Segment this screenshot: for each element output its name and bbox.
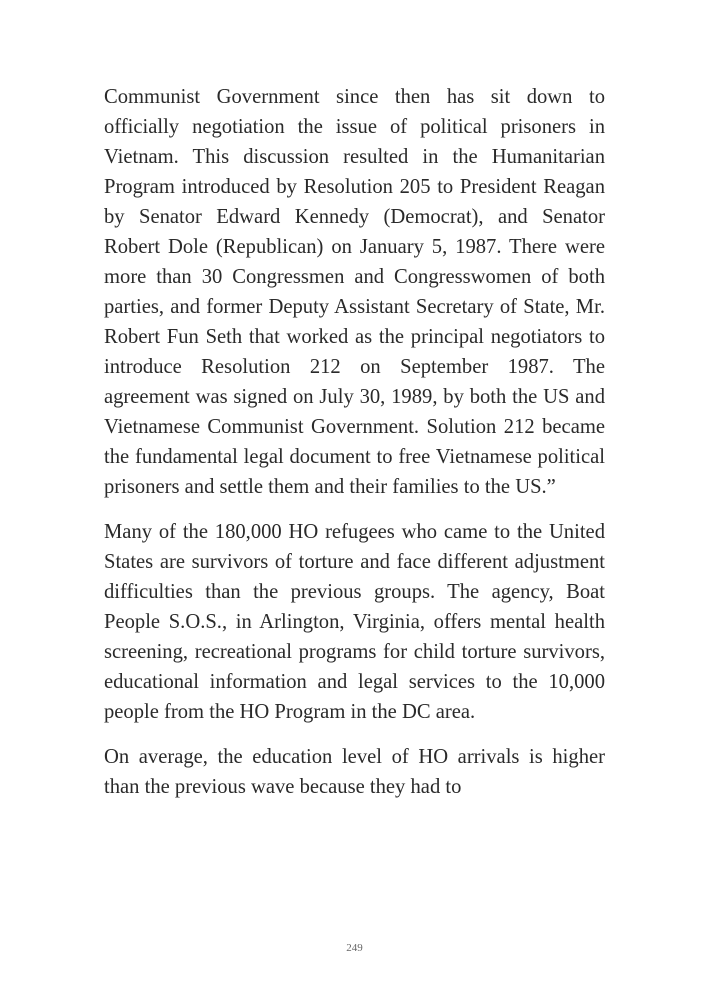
- body-text: [104, 82, 605, 802]
- paragraph: Many of the 180,000 HO refugees who came to the United States are survivors of torture and face different adjustment difficulties than the previous groups. The agency, Boat People S.O.S., in Arlington, Virginia, offers mental health screening, recreational programs for child torture survivors, educational information and legal services to the 10,000 people from the HO Program in the DC area.: [104, 521, 605, 723]
- paragraph: On average, the education level of HO arrivals is higher than the previous wave because they had to: [104, 746, 605, 798]
- page-number: 249: [346, 942, 363, 954]
- paragraph: Communist Government since then has sit down to officially negotiation the issue of political prisoners in Vietnam. This discussion resulted in the Humanitarian Program introduced by Resolution 205 to President Reagan by Senator Edward Kennedy (Democrat), and Senator Robert Dole (Republican) on January 5, 1987. There were more than 30 Congressmen and Congresswomen of both parties, and former Deputy Assistant Secretary of State, Mr. Robert Fun Seth that worked as the principal negotiators to introduce Resolution 212 on September 1987. The agreement was signed on July 30, 1989, by both the US and Vietnamese Communist Government. Solution 212 became the fundamental legal document to free Vietnamese political prisoners and settle them and their families to the US.”: [104, 86, 605, 498]
